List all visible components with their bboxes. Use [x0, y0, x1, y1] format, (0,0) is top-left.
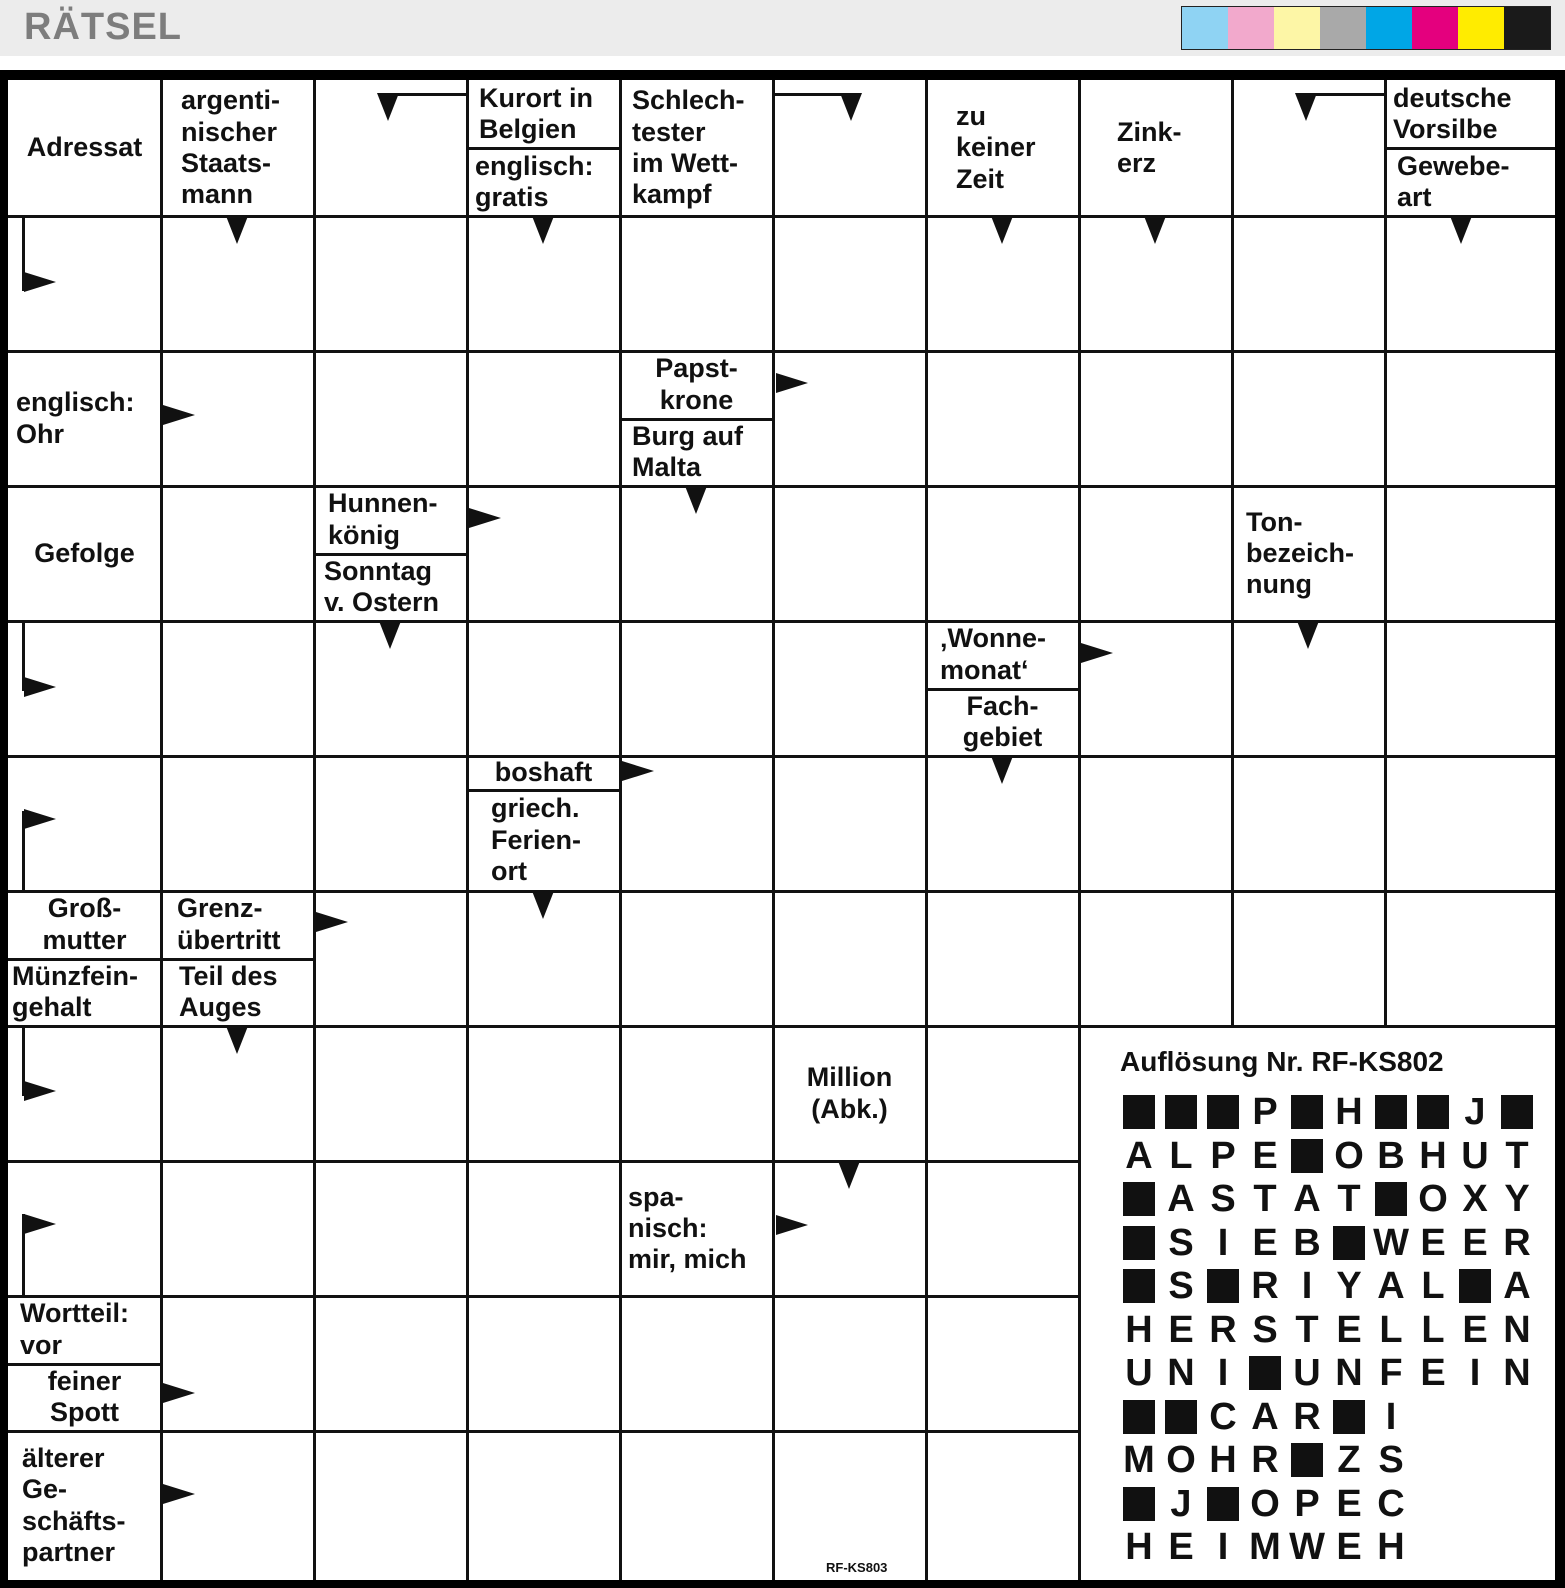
arrow-down-icon	[377, 93, 399, 121]
solution-letter: P	[1294, 1482, 1320, 1525]
solution-letter: R	[1209, 1308, 1237, 1351]
solution-letter: M	[1123, 1439, 1155, 1481]
clue-cell: Wortteil: vor	[20, 1298, 129, 1360]
arrow-right-icon	[24, 809, 56, 829]
grid-cell[interactable]	[773, 621, 926, 756]
black-square	[1375, 1182, 1407, 1216]
grid-line	[467, 789, 620, 792]
solution-letter: W	[1289, 1526, 1325, 1568]
grid-cell[interactable]	[467, 486, 620, 621]
grid-line	[161, 958, 314, 961]
solution-letter: S	[1168, 1265, 1194, 1307]
solution-letter: T	[1505, 1134, 1529, 1177]
arrow-down-icon	[991, 216, 1013, 244]
header-bar	[0, 0, 1565, 56]
clue-cell: Burg auf Malta	[632, 420, 743, 483]
solution-row	[1118, 1223, 1538, 1263]
solution-letter: J	[1170, 1482, 1192, 1525]
grid-line	[313, 80, 316, 1580]
solution-letter: A	[1293, 1178, 1321, 1220]
clue-cell: Fach- gebiet	[962, 690, 1043, 753]
black-square	[1123, 1400, 1155, 1434]
solution-letter: E	[1252, 1221, 1278, 1264]
black-square	[1249, 1356, 1281, 1390]
solution-letter: M	[1249, 1526, 1281, 1568]
solution-letter: I	[1301, 1265, 1313, 1307]
solution-row	[1118, 1179, 1538, 1219]
black-square	[1123, 1226, 1155, 1260]
arrow-right-icon	[24, 1081, 56, 1101]
grid-cell[interactable]	[467, 1161, 620, 1296]
grid-cell[interactable]	[1232, 891, 1385, 1026]
black-square	[1459, 1269, 1491, 1303]
clue-cell: Grenz- übertritt	[177, 893, 281, 955]
solution-letter: T	[1337, 1178, 1361, 1220]
solution-letter: O	[1250, 1482, 1280, 1525]
grid-cell[interactable]	[467, 1026, 620, 1161]
solution-letter: I	[1217, 1526, 1229, 1568]
color-calibration-bar	[1181, 6, 1551, 50]
black-square	[1501, 1095, 1533, 1129]
arrow-down-icon	[226, 216, 248, 244]
grid-cell[interactable]	[773, 216, 926, 351]
solution-letter: C	[1209, 1395, 1237, 1438]
color-swatch	[1504, 7, 1550, 49]
page-title: RÄTSEL	[24, 6, 182, 48]
solution-letter: I	[1217, 1221, 1229, 1264]
solution-letter: H	[1125, 1308, 1153, 1351]
clue-cell: feiner Spott	[47, 1365, 122, 1428]
grid-cell[interactable]	[620, 621, 773, 756]
solution-letter: P	[1210, 1134, 1236, 1177]
grid-cell[interactable]	[926, 891, 1079, 1026]
grid-cell[interactable]	[1079, 351, 1232, 486]
grid-cell[interactable]	[161, 621, 314, 756]
grid-cell[interactable]	[161, 486, 314, 621]
grid-cell[interactable]	[467, 351, 620, 486]
solution-row	[1118, 1440, 1412, 1480]
color-swatch	[1366, 7, 1412, 49]
grid-cell[interactable]	[161, 1296, 314, 1431]
grid-cell[interactable]	[1232, 756, 1385, 891]
grid-cell[interactable]	[161, 756, 314, 891]
grid-cell[interactable]	[773, 486, 926, 621]
black-square	[1165, 1400, 1197, 1434]
grid-cell[interactable]	[926, 1296, 1079, 1431]
arrow-right-icon	[776, 1215, 808, 1235]
black-square	[1207, 1269, 1239, 1303]
clue-cell: Gewebe- art	[1397, 150, 1510, 212]
grid-cell[interactable]	[620, 1026, 773, 1161]
black-square	[1123, 1182, 1155, 1216]
arrow-right-icon	[24, 272, 56, 292]
solution-letter: N	[1503, 1308, 1531, 1351]
solution-letter: E	[1336, 1526, 1362, 1568]
solution-letter: Y	[1336, 1265, 1362, 1307]
color-swatch	[1458, 7, 1504, 49]
black-square	[1165, 1095, 1197, 1129]
clue-cell: Ton- bezeich- nung	[1246, 506, 1355, 600]
arrow-right-icon	[24, 1214, 56, 1234]
grid-cell[interactable]	[467, 621, 620, 756]
grid-cell[interactable]	[1385, 351, 1555, 486]
clue-cell: Zink- erz	[1117, 116, 1182, 178]
color-swatch	[1320, 7, 1366, 49]
solution-letter: I	[1217, 1352, 1229, 1394]
clue-cell: Schlech- tester im Wett- kampf	[632, 85, 745, 210]
black-square	[1291, 1139, 1323, 1173]
grid-cell[interactable]	[1079, 486, 1232, 621]
solution-letter: E	[1168, 1526, 1194, 1568]
grid-cell[interactable]	[620, 1296, 773, 1431]
arrow-right-icon	[163, 1383, 195, 1403]
solution-letter: A	[1377, 1265, 1405, 1307]
solution-letter: O	[1166, 1439, 1196, 1481]
solution-letter: H	[1125, 1526, 1153, 1568]
solution-letter: S	[1210, 1178, 1236, 1220]
arrow-right-icon	[1081, 643, 1113, 663]
solution-letter: H	[1209, 1439, 1237, 1481]
clue-cell: Million (Abk.)	[806, 1062, 893, 1124]
clue-cell: englisch: Ohr	[16, 387, 135, 449]
grid-cell[interactable]	[1385, 486, 1555, 621]
grid-cell[interactable]	[467, 1296, 620, 1431]
solution-row	[1118, 1266, 1538, 1306]
arrow-down-icon	[532, 216, 554, 244]
solution-letter: A	[1167, 1178, 1195, 1220]
solution-letter: P	[1252, 1091, 1278, 1133]
solution-letter: E	[1420, 1221, 1446, 1264]
solution-letter: R	[1251, 1439, 1279, 1481]
black-square	[1123, 1095, 1155, 1129]
solution-letter: L	[1421, 1265, 1445, 1307]
clue-cell: Münzfein- gehalt	[12, 960, 138, 1023]
solution-letter: N	[1335, 1352, 1363, 1394]
black-square	[1375, 1095, 1407, 1129]
solution-letter: B	[1293, 1221, 1321, 1264]
black-square	[1123, 1487, 1155, 1521]
grid-line	[926, 688, 1079, 691]
black-square	[1417, 1095, 1449, 1129]
grid-line	[8, 958, 161, 961]
color-swatch	[1228, 7, 1274, 49]
grid-cell[interactable]	[314, 1296, 467, 1431]
solution-row	[1118, 1353, 1538, 1393]
solution-letter: E	[1420, 1352, 1446, 1394]
grid-cell[interactable]	[314, 1026, 467, 1161]
color-swatch	[1412, 7, 1458, 49]
arrow-right-icon	[163, 1484, 195, 1504]
solution-letter: E	[1462, 1221, 1488, 1264]
clue-cell: Teil des Auges	[179, 960, 278, 1023]
solution-letter: S	[1168, 1221, 1194, 1264]
grid-line	[620, 418, 773, 421]
grid-cell[interactable]	[1079, 621, 1232, 756]
solution-letter: U	[1125, 1352, 1153, 1394]
grid-cell[interactable]	[926, 486, 1079, 621]
arrow-down-icon	[1450, 216, 1472, 244]
grid-cell[interactable]	[773, 351, 926, 486]
solution-letter: Y	[1504, 1178, 1530, 1220]
arrow-right-icon	[622, 761, 654, 781]
solution-letter: H	[1335, 1091, 1363, 1133]
black-square	[1333, 1226, 1365, 1260]
solution-row	[1118, 1397, 1412, 1437]
solution-letter: A	[1125, 1134, 1153, 1177]
solution-letter: Z	[1337, 1439, 1361, 1481]
grid-cell[interactable]	[1385, 891, 1555, 1026]
black-square	[1207, 1095, 1239, 1129]
puzzle-code: RF-KS803	[826, 1560, 888, 1575]
solution-letter: N	[1503, 1352, 1531, 1394]
solution-letter: H	[1419, 1134, 1447, 1177]
grid-line	[1078, 80, 1081, 1580]
clue-cell: Adressat	[26, 132, 143, 163]
grid-cell[interactable]	[1385, 756, 1555, 891]
arrow-down-icon	[840, 93, 862, 121]
arrow-right-icon	[316, 912, 348, 932]
grid-line	[619, 80, 622, 1580]
solution-title: Auflösung Nr. RF-KS802	[1120, 1046, 1444, 1077]
grid-line	[8, 350, 1555, 353]
grid-cell[interactable]	[314, 756, 467, 891]
arrow-down-icon	[838, 1161, 860, 1189]
arrow-down-icon	[226, 1026, 248, 1054]
arrow-down-icon	[379, 621, 401, 649]
solution-letter: H	[1377, 1526, 1405, 1568]
clue-cell: Groß- mutter	[42, 893, 127, 955]
grid-cell[interactable]	[926, 1431, 1079, 1580]
grid-cell[interactable]	[314, 1431, 467, 1580]
grid-line	[467, 147, 620, 150]
clue-cell: englisch: gratis	[475, 150, 594, 212]
solution-letter: T	[1253, 1178, 1277, 1220]
solution-letter: I	[1469, 1352, 1481, 1394]
solution-letter: X	[1462, 1178, 1488, 1220]
clue-cell: Papst- krone	[655, 353, 738, 415]
grid-cell[interactable]	[161, 1161, 314, 1296]
clue-cell: Hunnen- könig	[328, 488, 438, 550]
solution-row	[1118, 1527, 1412, 1567]
grid-cell[interactable]	[1385, 621, 1555, 756]
solution-row	[1118, 1092, 1538, 1132]
solution-row	[1118, 1484, 1412, 1524]
clue-cell: argenti- nischer Staats- mann	[181, 85, 281, 210]
arrow-right-icon	[469, 508, 501, 528]
arrow-down-icon	[685, 486, 707, 514]
solution-letter: W	[1373, 1221, 1409, 1264]
clue-cell: boshaft	[494, 757, 593, 788]
solution-letter: U	[1461, 1134, 1489, 1177]
grid-cell[interactable]	[620, 216, 773, 351]
solution-letter: L	[1379, 1308, 1403, 1351]
grid-line	[8, 755, 1555, 758]
grid-cell[interactable]	[773, 1431, 926, 1580]
solution-letter: S	[1378, 1439, 1404, 1481]
solution-letter: R	[1503, 1221, 1531, 1264]
arrow-down-icon	[991, 756, 1013, 784]
grid-line	[8, 1363, 161, 1366]
solution-letter: R	[1293, 1395, 1321, 1438]
grid-line	[314, 553, 467, 556]
clue-cell: ‚Wonne- monat‘	[940, 623, 1046, 685]
solution-letter: I	[1385, 1395, 1397, 1438]
clue-cell: älterer Ge- schäfts- partner	[22, 1442, 126, 1567]
grid-cell[interactable]	[1232, 216, 1385, 351]
grid-cell[interactable]	[926, 351, 1079, 486]
solution-letter: O	[1418, 1178, 1448, 1220]
black-square	[1123, 1269, 1155, 1303]
solution-row	[1118, 1136, 1538, 1176]
grid-line	[160, 80, 163, 1580]
grid-line	[8, 1430, 1079, 1433]
solution-letter: J	[1464, 1091, 1486, 1133]
solution-letter: L	[1421, 1308, 1445, 1351]
solution-letter: E	[1462, 1308, 1488, 1351]
arrow-down-icon	[1297, 621, 1319, 649]
solution-letter: N	[1167, 1352, 1195, 1394]
grid-cell[interactable]	[161, 1431, 314, 1580]
grid-cell[interactable]	[314, 216, 467, 351]
clue-cell: zu keiner Zeit	[956, 101, 1036, 194]
solution-letter: F	[1379, 1352, 1403, 1394]
grid-cell[interactable]	[926, 1161, 1079, 1296]
black-square	[1291, 1095, 1323, 1129]
grid-cell[interactable]	[620, 1431, 773, 1580]
grid-line	[1384, 80, 1387, 1026]
solution-letter: A	[1251, 1395, 1279, 1438]
clue-cell: Sonntag v. Ostern	[324, 555, 440, 618]
color-swatch	[1182, 7, 1228, 49]
clue-cell: deutsche Vorsilbe	[1393, 82, 1512, 144]
solution-letter: E	[1336, 1308, 1362, 1351]
solution-letter: O	[1334, 1134, 1364, 1177]
arrow-down-icon	[1295, 93, 1317, 121]
solution-letter: E	[1168, 1308, 1194, 1351]
solution-letter: C	[1377, 1482, 1405, 1525]
arrow-right-icon	[776, 373, 808, 393]
clue-cell: Gefolge	[34, 537, 135, 568]
solution-letter: E	[1252, 1134, 1278, 1177]
solution-letter: A	[1503, 1265, 1531, 1307]
grid-cell[interactable]	[773, 1296, 926, 1431]
solution-letter: E	[1336, 1482, 1362, 1525]
solution-letter: R	[1251, 1265, 1279, 1307]
grid-line	[8, 1160, 1079, 1163]
grid-cell[interactable]	[1232, 351, 1385, 486]
clue-cell: Kurort in Belgien	[479, 82, 593, 144]
grid-cell[interactable]	[773, 756, 926, 891]
clue-cell: griech. Ferien- ort	[491, 793, 582, 887]
solution-row	[1118, 1310, 1538, 1350]
arrow-down-icon	[532, 891, 554, 919]
grid-cell[interactable]	[1079, 891, 1232, 1026]
solution-letter: B	[1377, 1134, 1405, 1177]
grid-cell[interactable]	[1079, 756, 1232, 891]
grid-cell[interactable]	[620, 891, 773, 1026]
grid-cell[interactable]	[314, 351, 467, 486]
grid-line	[925, 80, 928, 1580]
arrow-down-icon	[1144, 216, 1166, 244]
solution-letter: U	[1293, 1352, 1321, 1394]
black-square	[1333, 1400, 1365, 1434]
arrow-right-icon	[24, 677, 56, 697]
grid-line	[8, 620, 1555, 623]
black-square	[1207, 1487, 1239, 1521]
grid-cell[interactable]	[314, 1161, 467, 1296]
solution-letter: L	[1169, 1134, 1193, 1177]
grid-line	[1385, 147, 1555, 150]
grid-line	[388, 93, 468, 96]
arrow-right-icon	[163, 405, 195, 425]
solution-letter: S	[1252, 1308, 1278, 1351]
solution-letter: T	[1295, 1308, 1319, 1351]
grid-line	[8, 1295, 1079, 1298]
clue-cell: spa- nisch: mir, mich	[628, 1181, 747, 1275]
color-swatch	[1274, 7, 1320, 49]
grid-line	[772, 80, 775, 1580]
grid-cell[interactable]	[926, 1026, 1079, 1161]
grid-cell[interactable]	[467, 1431, 620, 1580]
grid-line	[1306, 93, 1386, 96]
grid-cell[interactable]	[773, 891, 926, 1026]
black-square	[1291, 1443, 1323, 1477]
